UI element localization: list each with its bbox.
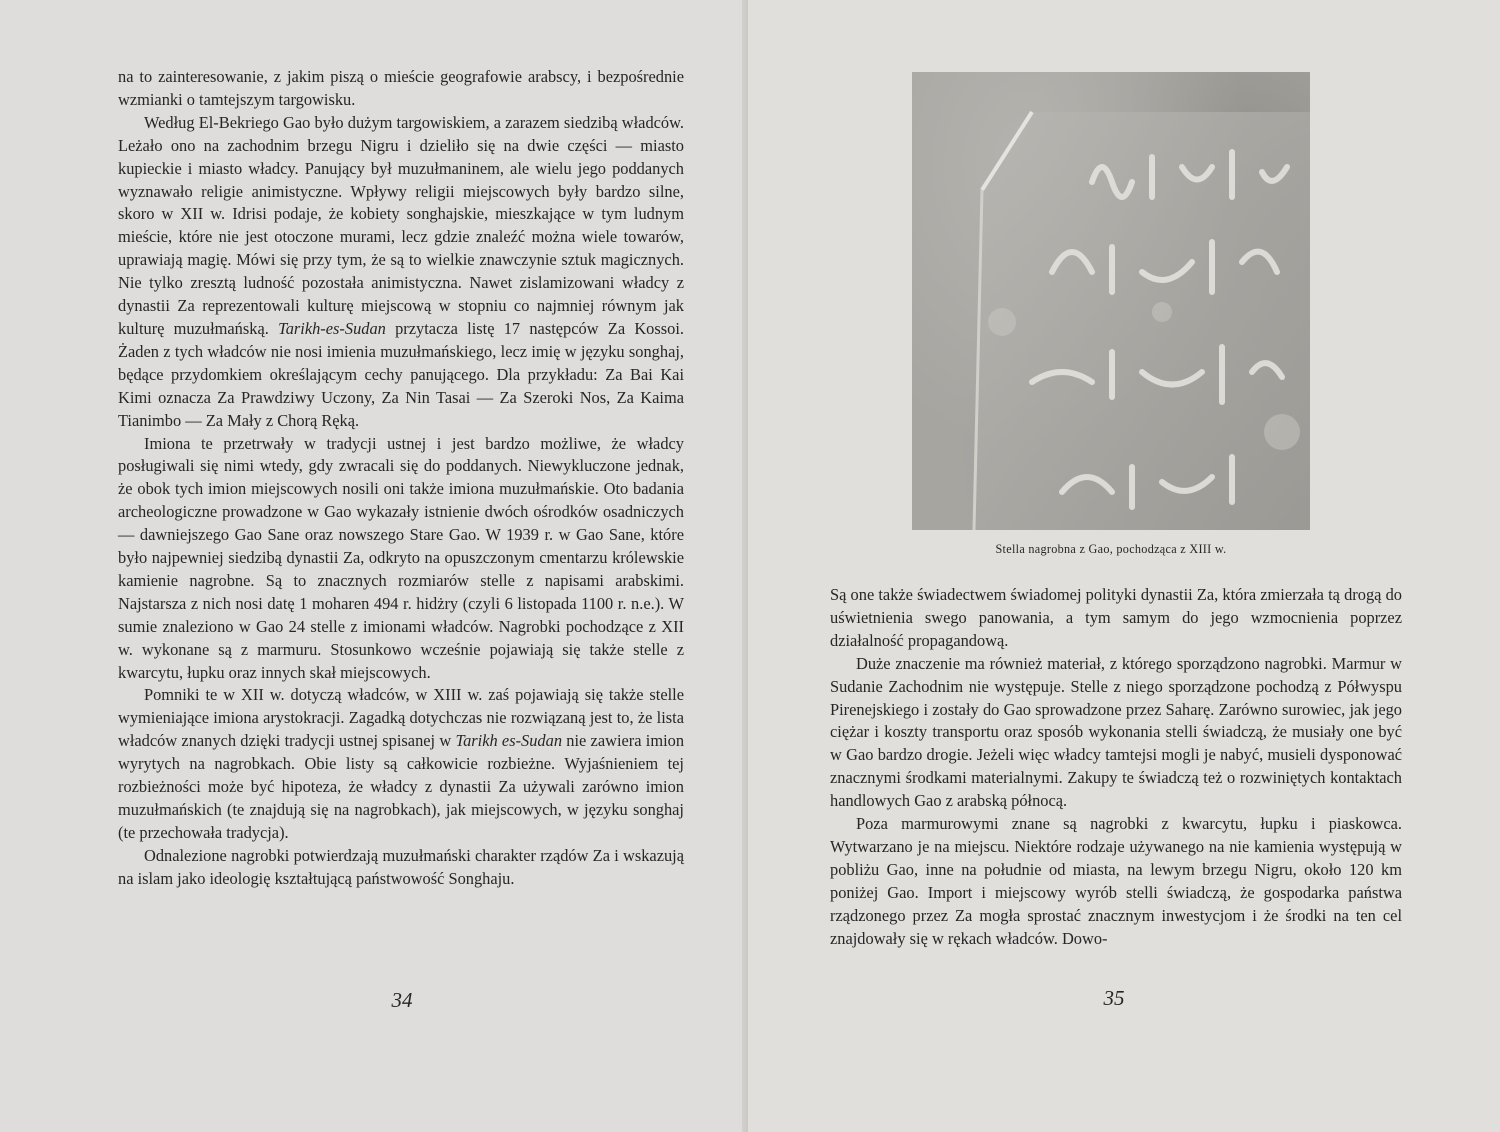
right-page [748, 0, 1500, 1132]
book-title-italic: Tarikh-es-Sudan [278, 318, 386, 338]
paragraph [118, 112, 684, 433]
paragraph-text: przytacza listę 17 następców Za Kossoi. Żaden z tych władców nie nosi imienia muzułmańskiego, lecz imię w języku songhaj, będące przydomkiem określającym cechy panującego. Dla przykładu: Za Bai Kai Kimi oznacza Za Prawdziwy Uczony, Za Nin Tasai — Za Szeroki Nos, Za Kaima Tianimbo — Za Mały z Chorą Ręką. [118, 318, 684, 430]
page-number: 34 [391, 988, 413, 1012]
right-text-block [830, 584, 1402, 951]
book-title-italic: Tarikh es-Sudan [455, 731, 563, 751]
paragraph: Są one także świadectwem świadomej polityki dynastii Za, która zmierzała tą drogą do uświetnienia swego panowania, a tym samym do jego wzmocnienia poprzez działalność propagandową. [830, 585, 1402, 650]
page-number: 35 [1103, 986, 1125, 1010]
paragraph-text: nie zawiera imion wyrytych na nagrobkach. Obie listy są całkowicie rozbieżne. Wyjaśnieniem tej rozbieżności może być hipoteza, że władcy z dynastii Za używali zarówno imion muzułmańskich (te znajdują się na nagrobkach), jak miejscowych, w języku songhaj (te przechowała tradycja). [118, 731, 685, 842]
figure-caption: Stella nagrobna z Gao, pochodząca z XIII w. [995, 542, 1227, 556]
paragraph: Imiona te przetrwały w tradycji ustnej i jest bardzo możliwe, że władcy posługiwali się nimi wtedy, gdy zwracali się do poddanych. Niewykluczone jednak, że obok tych imion miejscowych nosili oni także imiona muzułmańskie. Oto badania archeologiczne prowadzone w Gao wykazały istnienie dwóch ośrodków osadniczych — dawniejszego Gao Sane oraz nowszego Stare Gao. W 1939 r. w Gao Sane, które było najpewniej siedzibą dynastii Za, odkryto na opuszczonym cmentarzu królewskie kamienie nagrobne. Są to znacznych rozmiarów stelle z napisami arabskimi. Najstarsza z nich nosi datę 1 moharen 494 r. hidżry (czyli 6 listopada 1100 r. n.e.). W sumie znaleziono w Gao 24 stelle z imionami władców. Nagrobki pochodzące z XII w. wykonane są z marmuru. Stosunkowo wcześnie pojawiają się także stelle z kwarcytu, łupku oraz innych skał miejscowych. [118, 433, 684, 682]
paragraph: na to zainteresowanie, z jakim piszą o mieście geografowie arabscy, i bezpośrednie wzmianki o tamtejszym targowisku. [118, 67, 684, 109]
paragraph: Poza marmurowymi znane są nagrobki z kwarcytu, łupku i piaskowca. Wytwarzano je na miejscu. Niektóre rodzaje używanego na nie kamienia występują w pobliżu Gao, inne na południe od miasta, na lewym brzegu Nigru, około 120 km poniżej Gao. Import i miejscowy wyrób stelli świadczą, że gospodarka państwa rządzonego przez Za mogła sprostać znacznym inwestycjom i że środki na ten cel znajdowały się w rękach władców. Dowo- [830, 814, 1402, 948]
left-page [0, 0, 748, 1132]
paragraph [118, 684, 684, 844]
left-text-block [118, 66, 684, 891]
paragraph: Duże znaczenie ma również materiał, z którego sporządzono nagrobki. Marmur w Sudanie Zachodnim nie występuje. Stelle z niego sporządzone pochodzą z Półwyspu Pirenejskiego i zostały do Gao sprowadzone przez Saharę. Zarówno surowiec, jak jego ciężar i koszty transportu oraz sposób wykonania stelli świadczą, że musiały one być w Gao bardzo drogie. Jeżeli więc władcy tamtejsi mogli je nabyć, musieli dysponować znacznymi środkami materialnymi. Zakupy te świadczą też o rozwiniętych kontaktach handlowych Gao z arabską północą. [830, 653, 1402, 811]
paragraph-text: Pomniki te w XII w. dotyczą władców, w XIII w. zaś pojawiają się także stelle wymieniające imiona arystokracji. Zagadką dotychczas nie rozwiązaną jest to, że lista władców znanych dzięki tradycji ustnej spisanej w [118, 685, 684, 751]
paragraph-text: Według El-Bekriego Gao było dużym targowiskiem, a zarazem siedzibą władców. Leżało ono na zachodnim brzegu Nigru i dzieliło się na dwie części — miasto kupieckie i miasto władcy. Panujący był muzułmaninem, ale wielu jego poddanych wyznawało religie animistyczne. Wpływy religii miejscowych były bardzo silne, skoro w XII w. Idrisi podaje, że kobiety songhajskie, mieszkające w tym ludnym mieście, które nie jest otoczone murami, lecz gdzie znaleźć można wiele towarów, uprawiają magię. Mówi się przy tym, że są to wielkie znawczynie sztuk magicznych. Nie tylko zresztą ludność pozostała animistyczna. Nawet zislamizowani władcy z dynastii Za reprezentowali kulturę miejscową w stopniu co najmniej równym jak kulturę muzułmańską. [118, 112, 684, 338]
stele-inscription-photo [912, 72, 1310, 530]
paragraph: Odnalezione nagrobki potwierdzają muzułmański charakter rządów Za i wskazują na islam jako ideologię kształtującą państwowość Songhaju. [118, 845, 684, 888]
